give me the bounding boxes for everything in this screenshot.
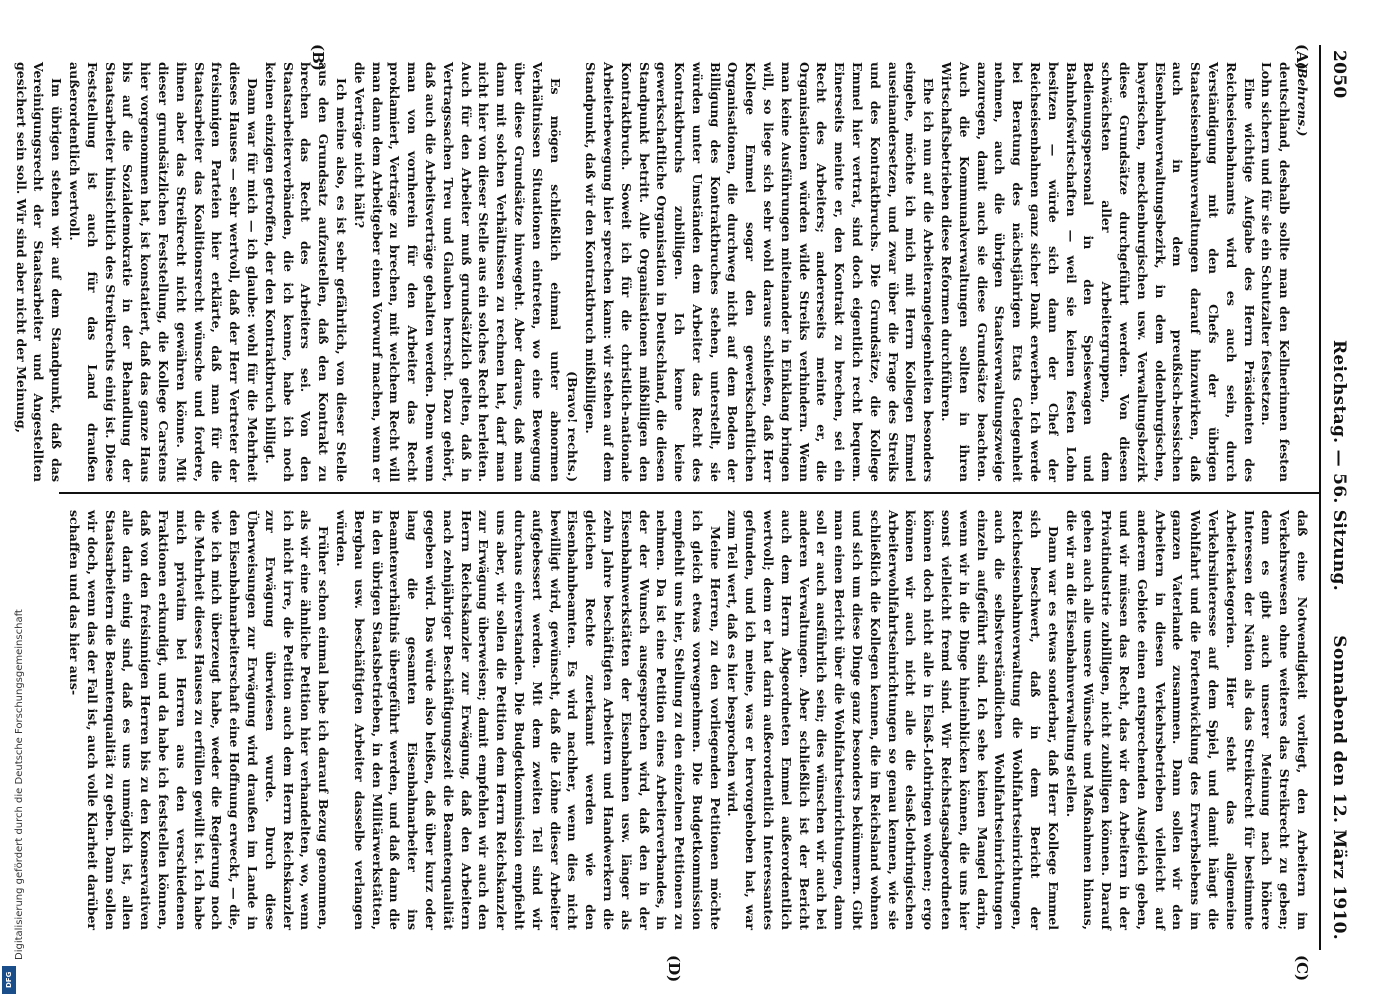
paragraph: Dann war für mich — ich glaube: wohl für die Mehrheit dieses Hauses — sehr wertvoll, daß der Herr Vertreter der freisinnigen Parteien hier erklärte, daß man für die Staatsarbeiter das Koalitionsrecht wünsche und fordere, ihnen aber das Streikrecht nicht gewähren könne. Mit dieser grundsätzlichen Feststellung, die Kollege Carstens hier vorgenommen hat, ist konstatiert, daß das ganze Haus bis auf die Sozialdemokratie in der Behandlung der Staatsarbeiter hinsichtlich des Streikrechts einig ist. Diese Feststellung ist auch für das Land draußen außerordentlich wertvoll.: [67, 62, 260, 482]
interjection: (Bravo! rechts.): [565, 371, 581, 482]
paragraph: Es mögen schließlich einmal unter abnormen Verhältnissen Situationen eintreten, wo eine Bewegung über diese Grundsätze hinwegeht. Aber daraus, daß man dann mit solchen Verhältnissen zu rechnen hat, darf man nicht hier von dieser Stelle aus ein solches Recht herleiten. Auch für den Arbeiter muß grundsätzlich gelten, daß in Vertragssachen Treu und Glauben herrscht. Dazu gehört, daß auch die Arbeitsverträge gehalten werden. Denn wenn man von vornherein für den Arbeiter das Recht proklamiert, Verträge zu brechen, mit welchem Recht will man dann dem Arbeitgeber einen Vorwurf machen, wenn er die Verträge nicht hält?: [351, 62, 563, 482]
margin-mark-b: (B): [309, 44, 327, 71]
dfg-logo-icon: DFG: [2, 966, 16, 994]
page-title: Reichstag. — 56. Sitzung.: [1329, 340, 1349, 591]
paragraph: daß eine Notwendigkeit vorliegt, den Arbeitern im Verkehrswesen ohne weiteres das Streikrecht zu geben; denn es gibt auch unserer Meinung nach höhere Interessen der Nation als das Streikrecht für bestimmte Arbeiterkategorien. Hier steht das allgemeine Verkehrsinteresse auf dem Spiel, und damit hängt die Wohlfahrt und die Fortentwicklung des Erwerbslebens im ganzen Vaterlande zusammen. Dann sollen wir den Arbeitern in diesen Verkehrsbetrieben vielleicht auf anderem Gebiete einen entsprechenden Ausgleich geben, und wir müssen das Recht, das wir den Arbeitern in der Privatindustrie zubilligen, nicht zubilligen können. Darauf gehen auch alle unsere Wünsche und Maßnahmen hinaus, die wir an die Eisenbahnverwaltung stellen.: [1063, 510, 1310, 930]
speaker-label: (Behrens.): [1295, 62, 1310, 137]
margin-mark-d: (D): [665, 955, 683, 983]
credit-text: Digitalisierung gefördert durch die Deutsche Forschungsgemeinschaft: [14, 609, 25, 960]
page-header: [1323, 40, 1353, 960]
paragraph: Meine Herren, zu den vorliegenden Petitionen möchte ich gleich etwas vorwegnehmen. Die Budgetkommission empfiehlt uns hier, Stellung zu den einzelnen Petitionen zu nehmen. Da ist eine Petition eines Arbeiterverbandes, in der der Wunsch ausgesprochen wird, daß den in der Eisenbahnwerkstätten der Eisenbahnen usw. länger als zehn Jahre beschäftigten Arbeitern und Handwerkern die gleichen Rechte zuerkannt werden wie den Eisenbahnbeamten. Es wird nachher, wenn dies nicht bewilligt wird, gewünscht, daß die Löhne dieser Arbeiter aufgebessert werden. Mit dem zweiten Teil sind wir durchaus einverstanden. Die Budgetkommission empfiehlt uns aber, wir sollen die Petition dem Herrn Reichskanzler zur Erwägung überweisen; damit empfehlen wir auch den Herrn Reichskanzler zur Erwägung, daß den Arbeitern nach zehnjähriger Beschäftigungszeit die Beamtenqualität gegeben wird. Das würde also heißen, daß über kurz oder lang die gesamten Eisenbahnarbeiter ins Beamtenverhältnis übergeführt werden, und daß dann die in den übrigen Staatsbetrieben, in den Militärwerkstätten, Bergbau usw. beschäftigten Arbeiter dasselbe verlangen würden.: [333, 510, 723, 930]
paragraph: Dann war es etwas sonderbar, daß Herr Kollege Emmel sich beschwert, daß in dem Bericht der Reichseisenbahnverwaltung die Wohlfahrtseinrichtungen, auch die selbstverständlichen Wohlfahrtseinrichtungen einzeln aufgeführt sind. Ich sehe keinen Mangel darin, wenn wir in die Dinge hineinblicken können, die uns hier sonst vielleicht fremd sind. Wir Reichstagsabgeordneten können doch nicht alle in Elsaß-Lothringen wohnen; ergo können wir auch nicht alle die elsaß-lothringischen Arbeiterwohlfahrtseinrichtungen so genau kennen, wie sie schließlich die Kollegen kennen, die im Reichsland wohnen und sich um diese Dinge ganz besonders bekümmern. Gibt man einen Bericht über die Wohlfahrtseinrichtungen, dann soll er auch ausführlich sein; dies wünschen wir auch bei anderen Verwaltungen. Aber schließlich ist der Bericht auch dem Herrn Abgeordneten Emmel außerordentlich wertvoll; denn er hat darin außerordentlich Interessantes gefunden, und ich meine, was er hervorgehoben hat, war zum Teil wert, daß es hier besprochen wird.: [725, 510, 1061, 930]
paragraph: deutschland, deshalb sollte man den Kellnerinnen festen Lohn sichern und für sie ein Schutzalter festsetzen.: [1259, 62, 1293, 482]
column-divider: [59, 492, 1319, 494]
paragraph: Ehe ich nun auf die Arbeiterangelegenheiten besonders eingehe, möchte ich mich mit Herrn Kollegen Emmel auseinandersetzen, und zwar über die Frage des Streiks und des Kontraktbruchs. Die Grundsätze, die Kollege Emmel hier vertrat, sind doch eigentlich recht bequem. Einerseits meinte er, den Kontrakt zu brechen, sei ein Recht des Arbeiters; andererseits meinte er, die Organisationen würden wilde Streiks verhindern. Wenn man keine Ausführungen miteinander in Einklang bringen will, so liege sich sehr wohl daraus schließen, daß Herr Kollege Emmel sogar den gewerkschaftlichen Organisationen, die durchweg nicht auf dem Boden der Billigung des Kontraktbruches stehen, unterstellt, sie würden unter Umständen dem Arbeiter das Recht des Kontraktbruchs zubilligen. Ich kenne keine gewerkschaftliche Organisation in Deutschland, die diesen Standpunkt betritt. Alle Organisationen mißbilligen den Kontraktbruch. Soweit ich für die christlich-nationale Arbeiterbewegung hier sprechen kann: wir stehen auf dem Standpunkt, daß wir den Kontraktbruch mißbilligen.: [583, 62, 937, 482]
margin-mark-a: (A): [1293, 44, 1311, 70]
page-number: 2050: [1329, 50, 1349, 99]
paragraph: Früher schon einmal habe ich darauf Bezug genommen, als wir eine ähnliche Petition hier verhandelten, wo, wenn ich nicht irre, die Petition auch dem Herrn Reichskanzler zur Erwägung überwiesen wurde. Durch diese Überweisungen zur Erwägung wird draußen im Lande in den Eisenbahnarbeiterschaft eine Hoffnung erweckt, — die, wie ich mich überzeugt habe, weder die Regierung noch die Mehrheit dieses Hauses zu erfüllen gewillt ist. Ich habe mich privatim bei Herren aus den verschiedenen Fraktionen erkundigt, und da habe ich feststellen können, daß von den freisinnigen Herren bis zu den Konservativen alle darin einig sind, daß es uns unmöglich ist, allen Staatsarbeitern die Beamtenqualität zu geben. Dann sollen wir doch, wenn das der Fall ist, auch volle Klarheit darüber schaffen und das hier aus-: [67, 510, 332, 930]
paragraph: Eine wichtige Aufgabe des Herrn Präsidenten des Reichseisenbahnamts wird es auch sein, durch Verständigung mit den Chefs der übrigen Staatseisenbahnverwaltungen darauf hinzuwirken, daß auch in dem preußisch-hessischen Eisenbahnverwaltungsbezirk, in dem oldenburgischen, bayerischen, mecklenburgischen usw. Verwaltungsbezirk diese Grundsätze durchgeführt werden. Von diesen schwächsten aller Arbeitergruppen, dem Bedienungspersonal in den Speisewagen und Bahnhofswirtschaften — weil sie keinen festen Lohn besitzen — würde sich dann der Chef der Reichseisenbahnen ganz sicher Dank erwerben. Ich werde bei Beratung des nächstjährigen Etats Gelegenheit nehmen, auch die übrigen Staatsverwaltungszweige anzuregen, damit auch sie diese Grundsätze beachten. Auch die Kommunalverwaltungen sollten in ihren Wirtschaftsbetrieben diese Reformen durchführen.: [939, 62, 1257, 482]
right-column: [61, 510, 1311, 930]
header-rule: [1319, 45, 1321, 950]
paragraph: Im übrigen stehen wir auf dem Standpunkt, daß das Vereinigungsrecht der Staatsarbeiter und Angestellten gesichert sein soll. Wir sind aber nicht der Meinung,: [13, 62, 65, 482]
paragraph: Ich meine also, es ist sehr gefährlich, von dieser Stelle aus den Grundsatz aufzustellen, daß den Kontrakt zu brechen das Recht des Arbeiters sei. Von den Staatsarbeiterverbänden, die ich kenne, habe ich noch keinen einzigen getroffen, der den Kontraktbruch billigt.: [262, 62, 349, 482]
left-column: [13, 62, 1311, 482]
page-date: Sonnabend den 12. März 1910.: [1329, 635, 1349, 940]
footer-credit-strip: [0, 0, 25, 1000]
margin-mark-c: (C): [1293, 955, 1311, 982]
